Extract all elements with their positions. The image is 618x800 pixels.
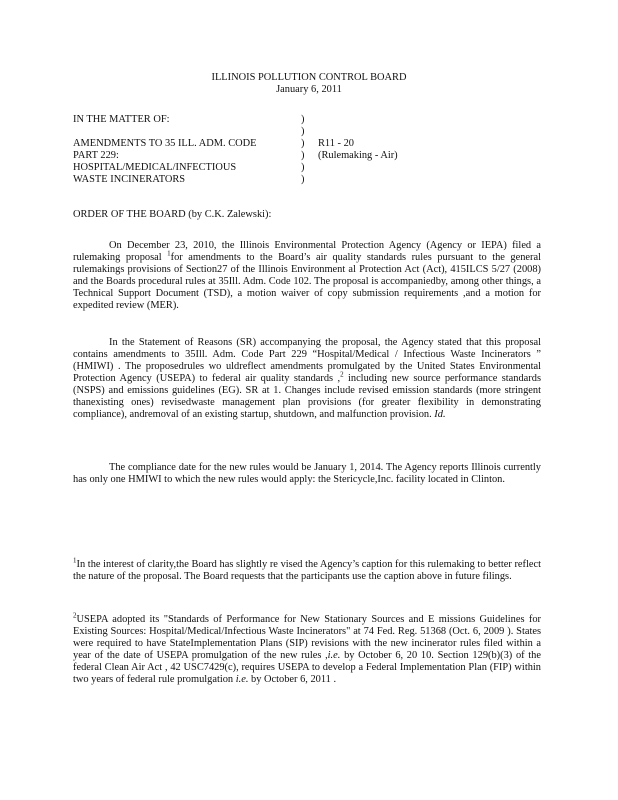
- caption-paren: ): [301, 162, 305, 173]
- order-date: January 6, 2011: [276, 84, 342, 95]
- caption-left-line: IN THE MATTER OF:: [73, 114, 170, 125]
- footnote-text: by October 6, 20 10. Section 129(b)(3) of the federal Clean Air Act , 42 USC7429(c), requires USEPA to develop a Federal Implementation Plan (FIP) within two years of federal rule promulgation: [73, 650, 541, 685]
- docket-number: R11 - 20: [318, 138, 354, 149]
- caption-paren: ): [301, 114, 305, 125]
- caption-left-line: HOSPITAL/MEDICAL/INFECTIOUS: [73, 162, 237, 173]
- citation-id: Id.: [434, 409, 446, 420]
- order-heading: ORDER OF THE BOARD (by C.K. Zalewski):: [73, 209, 272, 220]
- footnote-text: In the interest of clarity,the Board has slightly re vised the Agency’s caption for this rulemaking to better reflect the nature of the proposal. The Board requests that the participants use the caption above in future filings.: [73, 559, 541, 582]
- caption-left-line: WASTE INCINERATORS: [73, 174, 186, 185]
- paragraph-text: In the Statement of Reasons (SR) accompanying the proposal, the Agency stated that this proposal contains amendments to 35Ill. Adm. Code Part 229 “Hospital/Medical / Infectious Waste Incinerators ” (HMIWI) . The proposedrules wo uldreflect amendments promulgated by the United States Environmental Protection Agency (USEPA) to federal air quality standards ,: [73, 337, 541, 384]
- caption-paren: ): [301, 126, 305, 137]
- caption-left-line: PART 229:: [73, 150, 119, 161]
- caption-paren: ): [301, 150, 305, 161]
- footnote-text: USEPA adopted its "Standards of Performance for New Stationary Sources and E missions Guidelines for Existing Sources: Hospital/Medical/Infectious Waste Incinerators" at 74 Fed. Reg. 51368 (Oct. 6, 2009 ). States were required to have StateImplementation Plans (SIP) revisions with the new incinerator rules filed within a year of the date of USEPA promulgation of the new rules ,: [73, 614, 541, 661]
- footnote: [73, 556, 541, 583]
- footnote-number: 2: [73, 611, 77, 620]
- rulemaking-type: (Rulemaking - Air): [318, 150, 398, 161]
- paragraph-text: On December 23, 2010, the Illinois Environmental Protection Agency (Agency or IEPA) filed a rulemaking proposal: [73, 240, 541, 263]
- body-paragraph: [73, 337, 541, 421]
- body-paragraph: [73, 462, 541, 486]
- footnote-ie: i.e.: [327, 650, 341, 661]
- body-paragraph: [73, 240, 541, 312]
- footnote-ie: i.e.: [235, 674, 249, 685]
- paragraph-text: including new source performance standards (NSPS) and emissions guidelines (EG). SR at 1. Changes include revised emission standards (more stringent thanexisting ones) revisedwaste management plan provisions (for greater flexibility in demonstrating compliance), andremoval of an existing startup, shutdown, and malfunction provision.: [73, 373, 541, 420]
- footnote-ref: 1: [167, 249, 171, 258]
- footnote-text: by October 6, 2011 .: [248, 674, 337, 685]
- paragraph-text: for amendments to the Board’s air quality standards rules pursuant to the general rulemakings provisions of Section27 of the Illinois Environment al Protection Act (Act), 415ILCS 5/27 (2008) and the Boards procedural rules at 35Ill. Adm. Code 102. The proposal is accompaniedby, among other things, a Technical Support Document (TSD), a motion waiver of copy submission requirements ,and a motion for expedited review (MER).: [73, 252, 542, 311]
- footnote-ref: 2: [340, 370, 344, 379]
- caption-paren: ): [301, 174, 305, 185]
- caption-paren: ): [301, 138, 305, 149]
- board-title: ILLINOIS POLLUTION CONTROL BOARD: [211, 72, 407, 83]
- caption-left-line: AMENDMENTS TO 35 ILL. ADM. CODE: [73, 138, 257, 149]
- paragraph-text: The compliance date for the new rules would be January 1, 2014. The Agency reports Illinois currently has only one HMIWI to which the new rules would apply: the Stericycle,Inc. facility located in Clinton.: [73, 462, 541, 485]
- footnote-number: 1: [73, 556, 77, 565]
- footnote: [73, 611, 541, 686]
